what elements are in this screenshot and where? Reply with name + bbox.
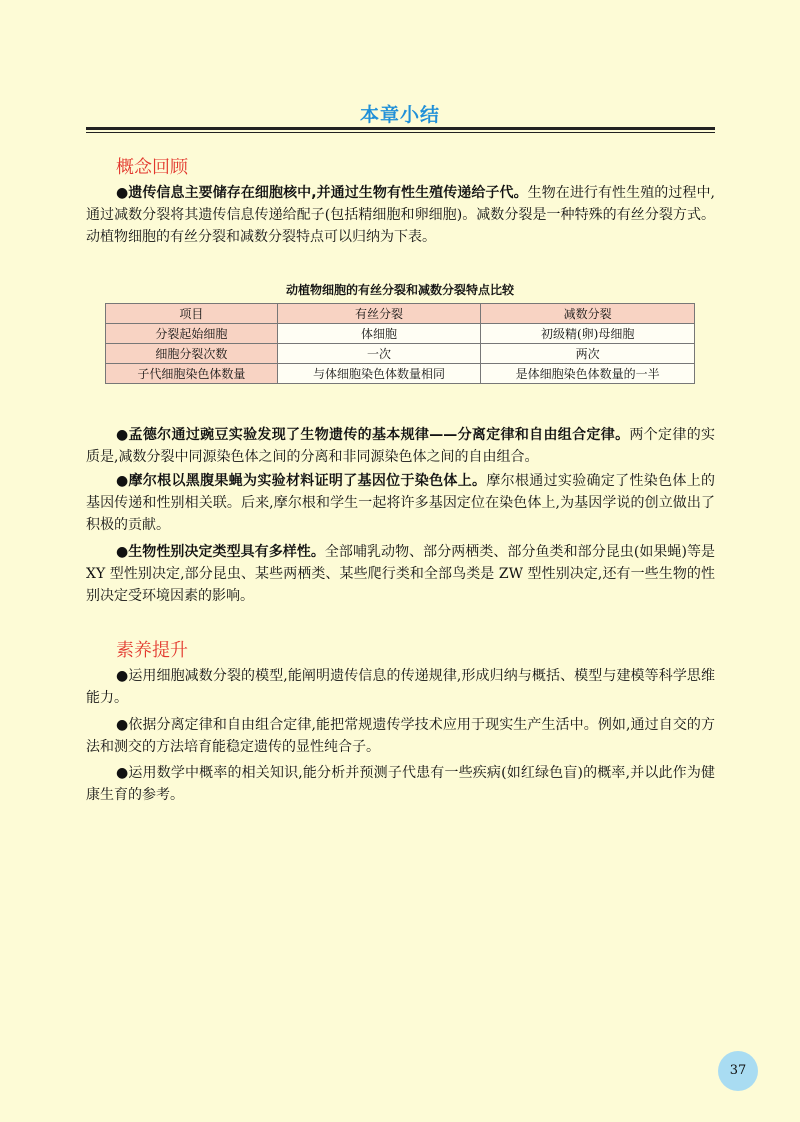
paragraph-1-lead: 遗传信息主要储存在细胞核中,并通过生物有性生殖传递给子代。 (128, 185, 528, 201)
row-mitosis: 与体细胞染色体数量相同 (277, 364, 481, 384)
bullet-icon: ● (116, 765, 129, 781)
title-rule-thin (86, 132, 715, 133)
paragraph-4-lead: 生物性别决定类型具有多样性。 (128, 544, 325, 560)
literacy-item-text: 运用数学中概率的相关知识,能分析并预测子代患有一些疾病(如红绿色盲)的概率,并以此作为健康生育的参考。 (86, 765, 715, 803)
concept-review-heading: 概念回顾 (116, 157, 188, 178)
bullet-icon: ● (116, 544, 129, 560)
table-row (106, 344, 695, 364)
page-number: 37 (718, 1051, 758, 1091)
bullet-icon: ● (116, 185, 129, 201)
concept-paragraph-2 (86, 424, 715, 468)
bullet-icon: ● (116, 668, 129, 684)
literacy-item (86, 714, 715, 758)
literacy-heading: 素养提升 (116, 640, 188, 661)
chapter-title: 本章小结 (359, 104, 440, 126)
row-meiosis: 初级精(卵)母细胞 (481, 324, 695, 344)
row-item: 子代细胞染色体数量 (106, 364, 278, 384)
literacy-item-text: 依据分离定律和自由组合定律,能把常规遗传学技术应用于现实生产生活中。例如,通过自交的方法和测交的方法培育能稳定遗传的显性纯合子。 (86, 717, 715, 755)
paragraph-2-text: 两个定律的实质是,减数分裂中同源染色体之间的分离和非同源染色体之间的自由组合。 (86, 427, 716, 465)
header-item: 项目 (106, 304, 278, 324)
row-mitosis: 一次 (277, 344, 481, 364)
row-item: 分裂起始细胞 (106, 324, 278, 344)
concept-paragraph-1 (86, 182, 715, 248)
table-row (106, 364, 695, 384)
bullet-icon: ● (116, 717, 129, 733)
bullet-icon: ● (116, 427, 129, 443)
row-mitosis: 体细胞 (277, 324, 481, 344)
paragraph-2-lead: 孟德尔通过豌豆实验发现了生物遗传的基本规律——分离定律和自由组合定律。 (128, 427, 630, 443)
header-meiosis: 减数分裂 (481, 304, 695, 324)
title-rule-thick (86, 127, 715, 130)
table-caption: 动植物细胞的有丝分裂和减数分裂特点比较 (285, 283, 514, 297)
header-mitosis: 有丝分裂 (277, 304, 481, 324)
comparison-table (105, 303, 695, 384)
row-item: 细胞分裂次数 (106, 344, 278, 364)
row-meiosis: 是体细胞染色体数量的一半 (481, 364, 695, 384)
paragraph-3-text: 摩尔根通过实验确定了性染色体上的基因传递和性别相关联。后来,摩尔根和学生一起将许多基因定位在染色体上,为基因学说的创立做出了积极的贡献。 (86, 473, 716, 533)
table-row (106, 324, 695, 344)
literacy-item (86, 665, 715, 709)
literacy-item (86, 762, 715, 806)
paragraph-4-text: 全部哺乳动物、部分两栖类、部分鱼类和部分昆虫(如果蝇)等是 XY 型性别决定,部分昆虫、某些两栖类、某些爬行类和全部鸟类是 ZW 型性别决定,还有一些生物的性别决定受环境因素的影响。 (86, 544, 715, 604)
row-meiosis: 两次 (481, 344, 695, 364)
concept-paragraph-3 (86, 470, 715, 536)
table-header-row (106, 304, 695, 324)
paragraph-1-text: 生物在进行有性生殖的过程中,通过减数分裂将其遗传信息传递给配子(包括精细胞和卵细胞)。减数分裂是一种特殊的有丝分裂方式。动植物细胞的有丝分裂和减数分裂特点可以归纳为下表。 (86, 185, 715, 245)
bullet-icon: ● (116, 473, 129, 489)
literacy-item-text: 运用细胞减数分裂的模型,能阐明遗传信息的传递规律,形成归纳与概括、模型与建模等科学思维能力。 (86, 668, 715, 706)
paragraph-3-lead: 摩尔根以黑腹果蝇为实验材料证明了基因位于染色体上。 (128, 473, 487, 489)
concept-paragraph-4 (86, 541, 715, 607)
